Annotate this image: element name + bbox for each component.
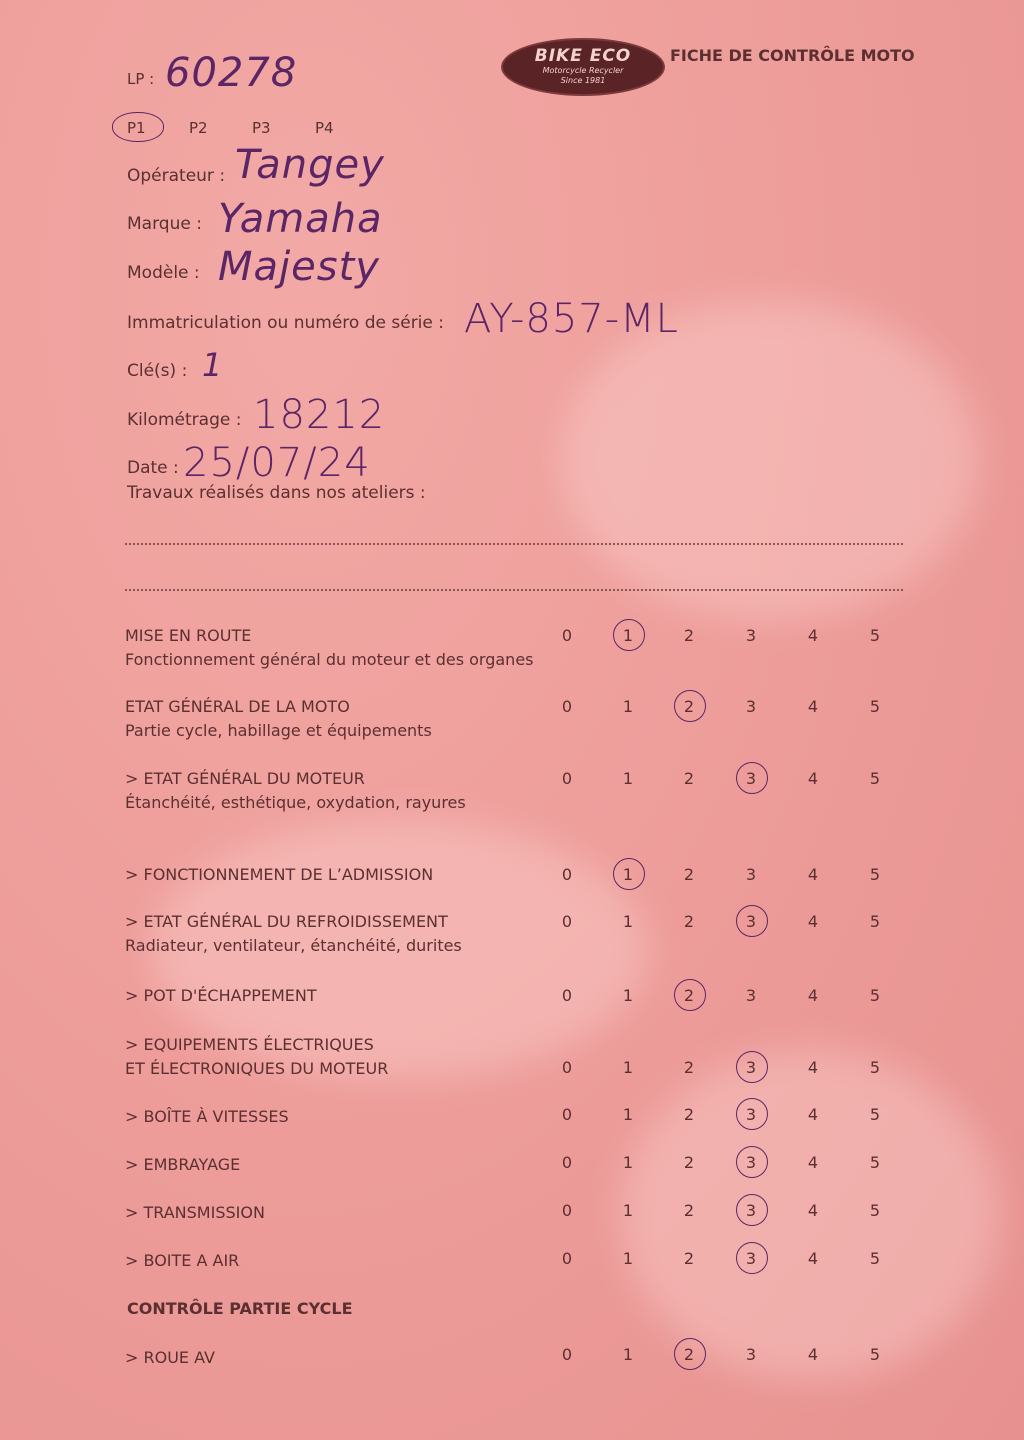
- rating-selection-circle: [674, 1338, 706, 1370]
- brand-label: Marque :: [127, 214, 202, 234]
- row-title: > ROUE AV: [125, 1348, 215, 1367]
- row-title: MISE EN ROUTE: [125, 626, 252, 645]
- row-subtitle: Radiateur, ventilateur, étanchéité, durites: [125, 936, 462, 955]
- rating-option-2[interactable]: 2: [683, 865, 695, 884]
- bike-eco-logo: [501, 38, 665, 96]
- rating-option-0[interactable]: 0: [561, 1153, 573, 1172]
- rating-selection-circle: [736, 1051, 768, 1083]
- rating-selection-circle: [736, 1146, 768, 1178]
- rating-option-4[interactable]: 4: [807, 1201, 819, 1220]
- row-title: > TRANSMISSION: [125, 1203, 265, 1222]
- rating-option-1[interactable]: 1: [622, 697, 634, 716]
- rating-option-4[interactable]: 4: [807, 1058, 819, 1077]
- rating-option-3[interactable]: 3: [745, 986, 757, 1005]
- p-option-1[interactable]: P1: [127, 119, 146, 137]
- row-title: > BOITE A AIR: [125, 1251, 240, 1270]
- rating-selection-circle: [736, 905, 768, 937]
- rating-option-4[interactable]: 4: [807, 1153, 819, 1172]
- rating-option-0[interactable]: 0: [561, 1201, 573, 1220]
- rating-option-2[interactable]: 2: [683, 769, 695, 788]
- rating-option-3[interactable]: 3: [745, 1153, 757, 1172]
- rating-option-3[interactable]: 3: [745, 626, 757, 645]
- rating-option-5[interactable]: 5: [869, 1345, 881, 1364]
- row-title: > ETAT GÉNÉRAL DU REFROIDISSEMENT: [125, 912, 448, 931]
- rating-option-4[interactable]: 4: [807, 865, 819, 884]
- rating-option-1[interactable]: 1: [622, 1249, 634, 1268]
- rating-option-1[interactable]: 1: [622, 769, 634, 788]
- rating-selection-circle: [674, 979, 706, 1011]
- rating-option-2[interactable]: 2: [683, 626, 695, 645]
- rating-option-3[interactable]: 3: [745, 1345, 757, 1364]
- row-subtitle: Fonctionnement général du moteur et des organes: [125, 650, 534, 669]
- logo-since: Since 1981: [560, 76, 606, 85]
- model-value[interactable]: Majesty: [218, 244, 380, 290]
- rating-option-4[interactable]: 4: [807, 626, 819, 645]
- rating-option-1[interactable]: 1: [622, 986, 634, 1005]
- rating-selection-circle: [736, 1194, 768, 1226]
- date-label: Date :: [127, 458, 179, 478]
- operator-label: Opérateur :: [127, 166, 226, 186]
- rating-option-5[interactable]: 5: [869, 697, 881, 716]
- row-title: > EQUIPEMENTS ÉLECTRIQUES: [125, 1035, 374, 1054]
- rating-option-2[interactable]: 2: [683, 1153, 695, 1172]
- paper-stain: [560, 300, 980, 620]
- registration-label: Immatriculation ou numéro de série :: [127, 313, 444, 333]
- rating-option-4[interactable]: 4: [807, 986, 819, 1005]
- operator-value[interactable]: Tangey: [235, 142, 385, 188]
- keys-value[interactable]: 1: [202, 346, 224, 384]
- row-title: > BOÎTE À VITESSES: [125, 1107, 289, 1126]
- row-title: ETAT GÉNÉRAL DE LA MOTO: [125, 697, 350, 716]
- rating-option-0[interactable]: 0: [561, 697, 573, 716]
- rating-option-0[interactable]: 0: [561, 1058, 573, 1077]
- p-option-3[interactable]: P3: [252, 119, 271, 137]
- rating-option-2[interactable]: 2: [683, 1345, 695, 1364]
- rating-option-4[interactable]: 4: [807, 697, 819, 716]
- p-option-4[interactable]: P4: [315, 119, 334, 137]
- rating-option-0[interactable]: 0: [561, 986, 573, 1005]
- rating-option-5[interactable]: 5: [869, 986, 881, 1005]
- rating-option-3[interactable]: 3: [745, 769, 757, 788]
- rating-option-2[interactable]: 2: [683, 986, 695, 1005]
- lp-value[interactable]: 60278: [165, 50, 298, 96]
- rating-option-4[interactable]: 4: [807, 1345, 819, 1364]
- rating-selection-circle: [613, 619, 645, 651]
- p1-selection-circle: [112, 112, 164, 142]
- row-subtitle: ET ÉLECTRONIQUES DU MOTEUR: [125, 1059, 389, 1078]
- keys-label: Clé(s) :: [127, 361, 188, 381]
- rating-option-1[interactable]: 1: [622, 626, 634, 645]
- row-title: > EMBRAYAGE: [125, 1155, 241, 1174]
- rating-option-1[interactable]: 1: [622, 1201, 634, 1220]
- row-title: > ETAT GÉNÉRAL DU MOTEUR: [125, 769, 365, 788]
- row-title: > POT D'ÉCHAPPEMENT: [125, 986, 317, 1005]
- rating-option-5[interactable]: 5: [869, 912, 881, 931]
- lp-label: LP :: [127, 70, 155, 88]
- date-value[interactable]: 25/07/24: [183, 440, 371, 486]
- rating-option-0[interactable]: 0: [561, 626, 573, 645]
- rating-selection-circle: [736, 1098, 768, 1130]
- registration-value[interactable]: AY-857-ML: [464, 296, 679, 342]
- row-subtitle: Partie cycle, habillage et équipements: [125, 721, 432, 740]
- works-label: Travaux réalisés dans nos ateliers :: [127, 483, 426, 503]
- rating-option-3[interactable]: 3: [745, 1201, 757, 1220]
- model-label: Modèle :: [127, 263, 200, 283]
- rating-option-5[interactable]: 5: [869, 769, 881, 788]
- rating-option-2[interactable]: 2: [683, 1201, 695, 1220]
- mileage-value[interactable]: 18212: [253, 392, 386, 438]
- section-cycle-title: CONTRÔLE PARTIE CYCLE: [127, 1299, 353, 1318]
- rating-option-1[interactable]: 1: [622, 1058, 634, 1077]
- rating-option-2[interactable]: 2: [683, 1058, 695, 1077]
- rating-option-2[interactable]: 2: [683, 1249, 695, 1268]
- rating-option-5[interactable]: 5: [869, 1058, 881, 1077]
- rating-option-3[interactable]: 3: [745, 1058, 757, 1077]
- rating-option-0[interactable]: 0: [561, 1249, 573, 1268]
- logo-brand: BIKE ECO: [534, 46, 632, 66]
- row-title: > FONCTIONNEMENT DE L’ADMISSION: [125, 865, 434, 884]
- rating-option-3[interactable]: 3: [745, 865, 757, 884]
- rating-option-5[interactable]: 5: [869, 1249, 881, 1268]
- rating-option-5[interactable]: 5: [869, 1201, 881, 1220]
- rating-option-5[interactable]: 5: [869, 865, 881, 884]
- rating-selection-circle: [736, 762, 768, 794]
- rating-option-0[interactable]: 0: [561, 1105, 573, 1124]
- rating-option-5[interactable]: 5: [869, 1105, 881, 1124]
- rating-option-3[interactable]: 3: [745, 697, 757, 716]
- rating-option-2[interactable]: 2: [683, 697, 695, 716]
- rating-option-2[interactable]: 2: [683, 912, 695, 931]
- rating-option-1[interactable]: 1: [622, 1153, 634, 1172]
- rating-selection-circle: [674, 690, 706, 722]
- rating-option-2[interactable]: 2: [683, 1105, 695, 1124]
- rating-option-0[interactable]: 0: [561, 1345, 573, 1364]
- rating-option-3[interactable]: 3: [745, 912, 757, 931]
- rating-option-5[interactable]: 5: [869, 626, 881, 645]
- logo-tagline: Motorcycle Recycler: [542, 66, 624, 75]
- rating-option-5[interactable]: 5: [869, 1153, 881, 1172]
- rating-selection-circle: [613, 858, 645, 890]
- rating-option-4[interactable]: 4: [807, 1249, 819, 1268]
- rating-option-4[interactable]: 4: [807, 769, 819, 788]
- rating-option-3[interactable]: 3: [745, 1249, 757, 1268]
- rating-option-1[interactable]: 1: [622, 1105, 634, 1124]
- rating-option-4[interactable]: 4: [807, 912, 819, 931]
- works-line-2[interactable]: [125, 589, 903, 591]
- rating-option-4[interactable]: 4: [807, 1105, 819, 1124]
- rating-option-1[interactable]: 1: [622, 1345, 634, 1364]
- rating-option-0[interactable]: 0: [561, 769, 573, 788]
- rating-option-1[interactable]: 1: [622, 865, 634, 884]
- rating-option-0[interactable]: 0: [561, 912, 573, 931]
- row-subtitle: Étanchéité, esthétique, oxydation, rayures: [125, 793, 466, 812]
- mileage-label: Kilométrage :: [127, 410, 242, 430]
- works-line-1[interactable]: [125, 543, 903, 545]
- rating-option-3[interactable]: 3: [745, 1105, 757, 1124]
- form-title: FICHE DE CONTRÔLE MOTO: [670, 46, 915, 65]
- p-option-2[interactable]: P2: [189, 119, 208, 137]
- rating-option-1[interactable]: 1: [622, 912, 634, 931]
- brand-value[interactable]: Yamaha: [218, 196, 383, 242]
- rating-selection-circle: [736, 1242, 768, 1274]
- rating-option-0[interactable]: 0: [561, 865, 573, 884]
